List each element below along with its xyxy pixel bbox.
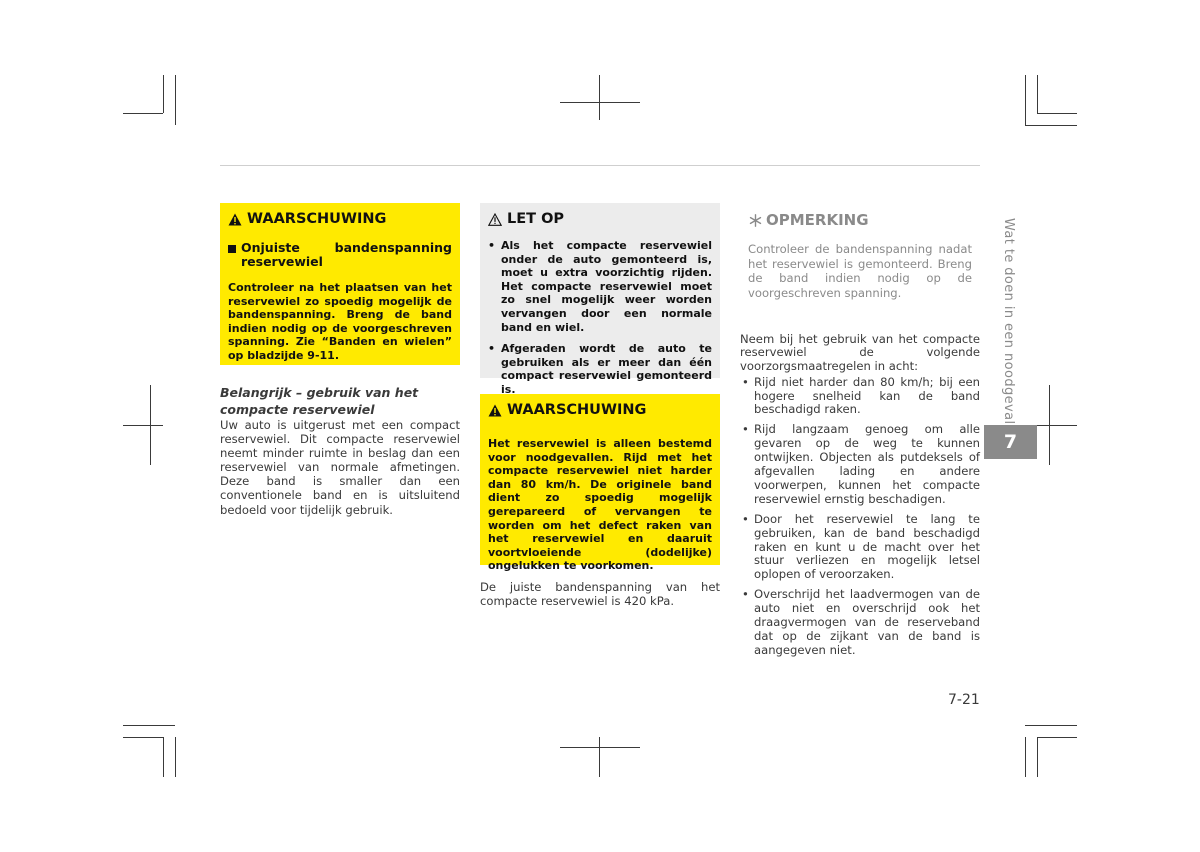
column-middle [480,203,720,608]
crop-mark [1037,75,1038,113]
crop-mark [1025,725,1077,726]
caution-title [488,211,712,227]
section-heading: Belangrijk – gebruik van het compacte reservewiel [220,385,419,417]
note-title-text: OPMERKING [766,211,869,229]
warning-title [228,211,452,227]
crop-mark [123,725,175,726]
warning-title-text: WAARSCHUWING [507,402,647,418]
crop-mark [175,737,176,777]
warning-subhead-text: Onjuiste bandenspanning reservewiel [241,240,452,269]
crop-mark [599,75,600,120]
crop-mark [1025,75,1026,125]
crop-mark [175,75,176,125]
warning-box [220,203,460,365]
caution-box [480,203,720,396]
asterisk-icon [749,214,762,227]
warning-body: Het reservewiel is alleen bestemd voor noodgevallen. Rijd met het compacte reservewiel niet harder dan 80 km/h. De originele band dient zo spoedig mogelijk gerepareerd of vervangen te worden om het defect raken van het reservewiel en daaruit voortvloeiende (dodelijke) ongelukken te voorkomen. [488,437,712,573]
warning-body: Controleer na het plaatsen van het reservewiel zo spoedig mogelijk de bandenspanning. Breng de band indien nodig op de voorgeschreven spanning. Zie “Banden en wielen” op bladzijde 9-11. [228,281,452,362]
crop-mark [1037,737,1077,738]
crop-mark [123,113,163,114]
warning-subhead [228,241,452,269]
column-right [740,203,980,664]
page-number: 7-21 [948,692,980,708]
warning-box [480,394,720,573]
crop-mark [560,102,640,103]
caution-title-text: LET OP [507,211,565,227]
list-item: • Rijd langzaam genoeg om alle gevaren op de weg te kunnen ontwijken. Objecten als putdeksels of afgevallen lading en andere voorwerpen, kunnen het compacte reservewiel ernstig beschadigen. [742,422,980,506]
note-title [749,211,980,229]
warning-triangle-icon [488,404,502,417]
spare-pressure-text: De juiste bandenspanning van het compacte reservewiel is 420 kPa. [480,580,720,609]
list-item: • Rijd niet harder dan 80 km/h; bij een hogere snelheid kan de band beschadigd raken. [742,374,980,417]
crop-mark [560,747,640,748]
chapter-number-tab: 7 [984,425,1037,459]
intro-text: Neem bij het gebruik van het compacte reservewiel de volgende voorzorgsmaatregelen in acht: [740,331,980,373]
crop-mark [123,737,163,738]
chapter-title: Wat te doen in een noodgeval [1001,218,1016,425]
warning-title [488,402,712,418]
crop-mark [163,737,164,777]
section-body: Uw auto is uitgerust met een compact reservewiel. Dit compacte reservewiel neemt minder ruimte in beslag dan een reservewiel van normale afmetingen. Deze band is smaller dan een conventionele band en is uitsluitend bedoeld voor tijdelijk gebruik. [220,418,460,517]
crop-mark [163,75,164,113]
caution-triangle-icon [488,213,502,226]
list-item: • Afgeraden wordt de auto te gebruiken als er meer dan één compact reservewiel gemonteerd is. [488,342,712,396]
list-item: • Als het compacte reservewiel onder de auto gemonteerd is, moet u extra voorzichtig rijden. Het compacte reservewiel moet zo snel mogelijk weer worden vervangen door een normale band en wiel. [488,239,712,334]
crop-mark [599,737,600,777]
header-rule [220,165,980,166]
list-item: • Door het reservewiel te lang te gebruiken, kan de band beschadigd raken en kunt u de macht over het stuur verliezen en mogelijk letsel oplopen of veroorzaken. [742,511,980,582]
crop-mark [1025,737,1026,777]
warning-triangle-icon [228,213,242,226]
crop-mark [1037,425,1077,426]
warning-title-text: WAARSCHUWING [247,211,387,227]
caution-list [488,239,712,397]
crop-mark [1025,125,1077,126]
square-bullet-icon [228,245,236,253]
crop-mark [1037,737,1038,777]
column-left [220,203,460,517]
precaution-list [740,376,980,658]
crop-mark [123,425,163,426]
crop-mark [1037,113,1077,114]
list-item: • Overschrijd het laadvermogen van de auto niet en overschrijd ook het draagvermogen van de reserveband dat op de zijkant van de band is aangegeven niet. [742,587,980,657]
note-body: Controleer de bandenspanning nadat het reservewiel is gemonteerd. Breng de band indien nodig op de voorgeschreven spanning. [748,242,972,301]
